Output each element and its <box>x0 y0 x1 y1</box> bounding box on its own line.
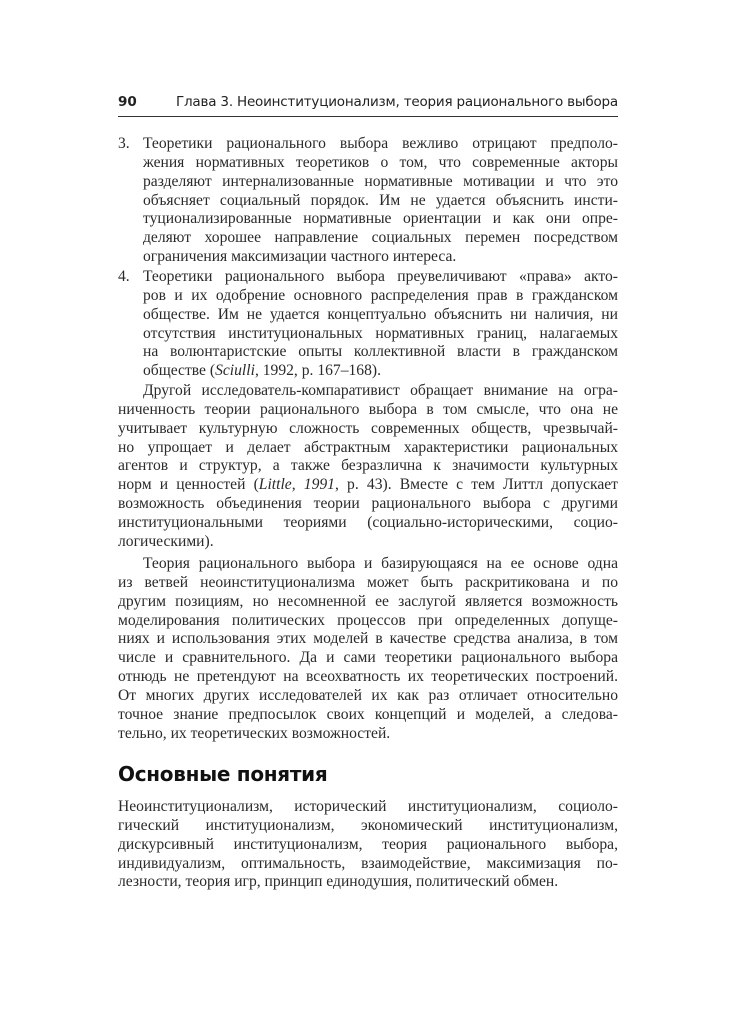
text-line: Теоретики рационального выбора вежливо отрицают предполо- <box>143 135 618 152</box>
header-rule <box>118 116 618 117</box>
text-line: объясняет социальный порядок. Им не удается объяснить инсти- <box>143 191 618 209</box>
text-line: логическими). <box>118 532 214 550</box>
text-line: Теоретики рационального выбора преувеличивают «права» акто- <box>143 268 618 285</box>
text-line: деляют хорошее направление социальных перемен посредством <box>143 229 618 247</box>
text-line: ограничения максимизации частного интереса. <box>143 248 457 266</box>
text-line: От многих других исследователей их как раз отличает относительно <box>118 686 618 704</box>
text-line: Теория рационального выбора и базирующаяся на ее основе одна <box>143 555 618 572</box>
text-segment: норм и ценностей ( <box>118 476 259 494</box>
text-line: разделяют интернализованные нормативные мотивации и что это <box>143 172 618 190</box>
text-line: моделирования политических процессов при определенных допуще- <box>118 611 618 629</box>
list-number: 4. <box>118 268 130 285</box>
text-line: ниях и использования этих моделей в качестве средства анализа, в том <box>118 630 618 648</box>
citation-author: Sciulli <box>215 362 255 380</box>
running-header <box>118 94 618 114</box>
text-line: на волюнтаристские опыты коллективной власти в гражданском <box>143 343 618 361</box>
page-number: 90 <box>118 94 137 110</box>
text-line: другим позициям, но несомненной ее заслугой является возможность <box>118 592 618 610</box>
text-line: ниченность теории рационального выбора в том смысле, что она не <box>118 400 618 418</box>
text-segment: , 1992, p. 167–168). <box>254 362 381 380</box>
text-segment: обществе ( <box>143 362 216 380</box>
text-line: туционализированные нормативные ориентации и как они опре- <box>143 210 618 228</box>
paragraph-rational-choice <box>118 555 618 743</box>
text-line: институциональными теориями (социально-историческими, социо- <box>118 513 618 531</box>
key-concepts-paragraph <box>118 798 618 892</box>
text-line: дискурсивный институционализм, теория рационального выбора, <box>118 835 618 853</box>
text-line: числе и сравнительного. Да и сами теоретики рационального выбора <box>118 649 618 667</box>
text-line: индивидуализм, оптимальность, взаимодействие, максимизация по- <box>118 854 618 872</box>
list-number: 3. <box>118 135 130 152</box>
text-line: отнюдь не претендуют на всеохватность их теоретических построений. <box>118 668 618 686</box>
text-line: точное знание предпосылок своих концепций и моделей, а следова- <box>118 705 618 723</box>
text-line: Другой исследователь-компаративист обращает внимание на огра- <box>143 382 618 399</box>
citation-author: Little, 1991 <box>258 476 335 494</box>
text-line: лезности, теория игр, принцип единодушия, политический обмен. <box>118 873 559 891</box>
list-item-4 <box>118 268 618 381</box>
text-segment: , p. 43). Вместе с тем Литтл допускает <box>334 476 618 494</box>
text-line: Неоинституционализм, исторический институционализм, социоло- <box>118 798 618 815</box>
text-line: тельно, их теоретических возможностей. <box>118 724 391 742</box>
text-line: ров и их одобрение основного распределения прав в гражданском <box>143 286 618 304</box>
section-heading: Основные понятия <box>118 762 328 786</box>
text-line <box>118 476 618 495</box>
text-line: обществе. Им не удается концептуально объяснить ни наличия, ни <box>143 305 618 323</box>
running-title: Глава 3. Неоинституционализм, теория рационального выбора <box>175 94 618 110</box>
list-item-3 <box>118 135 618 267</box>
text-line: но упрощает и делает абстрактным характеристики рациональных <box>118 438 618 456</box>
text-line: учитывает культурную сложность современных обществ, чрезвычай- <box>118 419 618 437</box>
text-line: из ветвей неоинституционализма может быть раскритикована и по <box>118 573 618 591</box>
text-line: гический институционализм, экономический институционализм, <box>118 816 618 834</box>
text-line <box>143 362 618 381</box>
text-line: возможность объединения теории рационального выбора с другими <box>118 495 618 513</box>
text-line: отсутствия институциональных нормативных границ, налагаемых <box>143 324 618 342</box>
paragraph-comparativist <box>118 382 618 552</box>
text-line: жения нормативных теоретиков о том, что современные акторы <box>143 153 618 171</box>
text-line: агентов и структур, а также безразлична к значимости культурных <box>118 457 618 475</box>
